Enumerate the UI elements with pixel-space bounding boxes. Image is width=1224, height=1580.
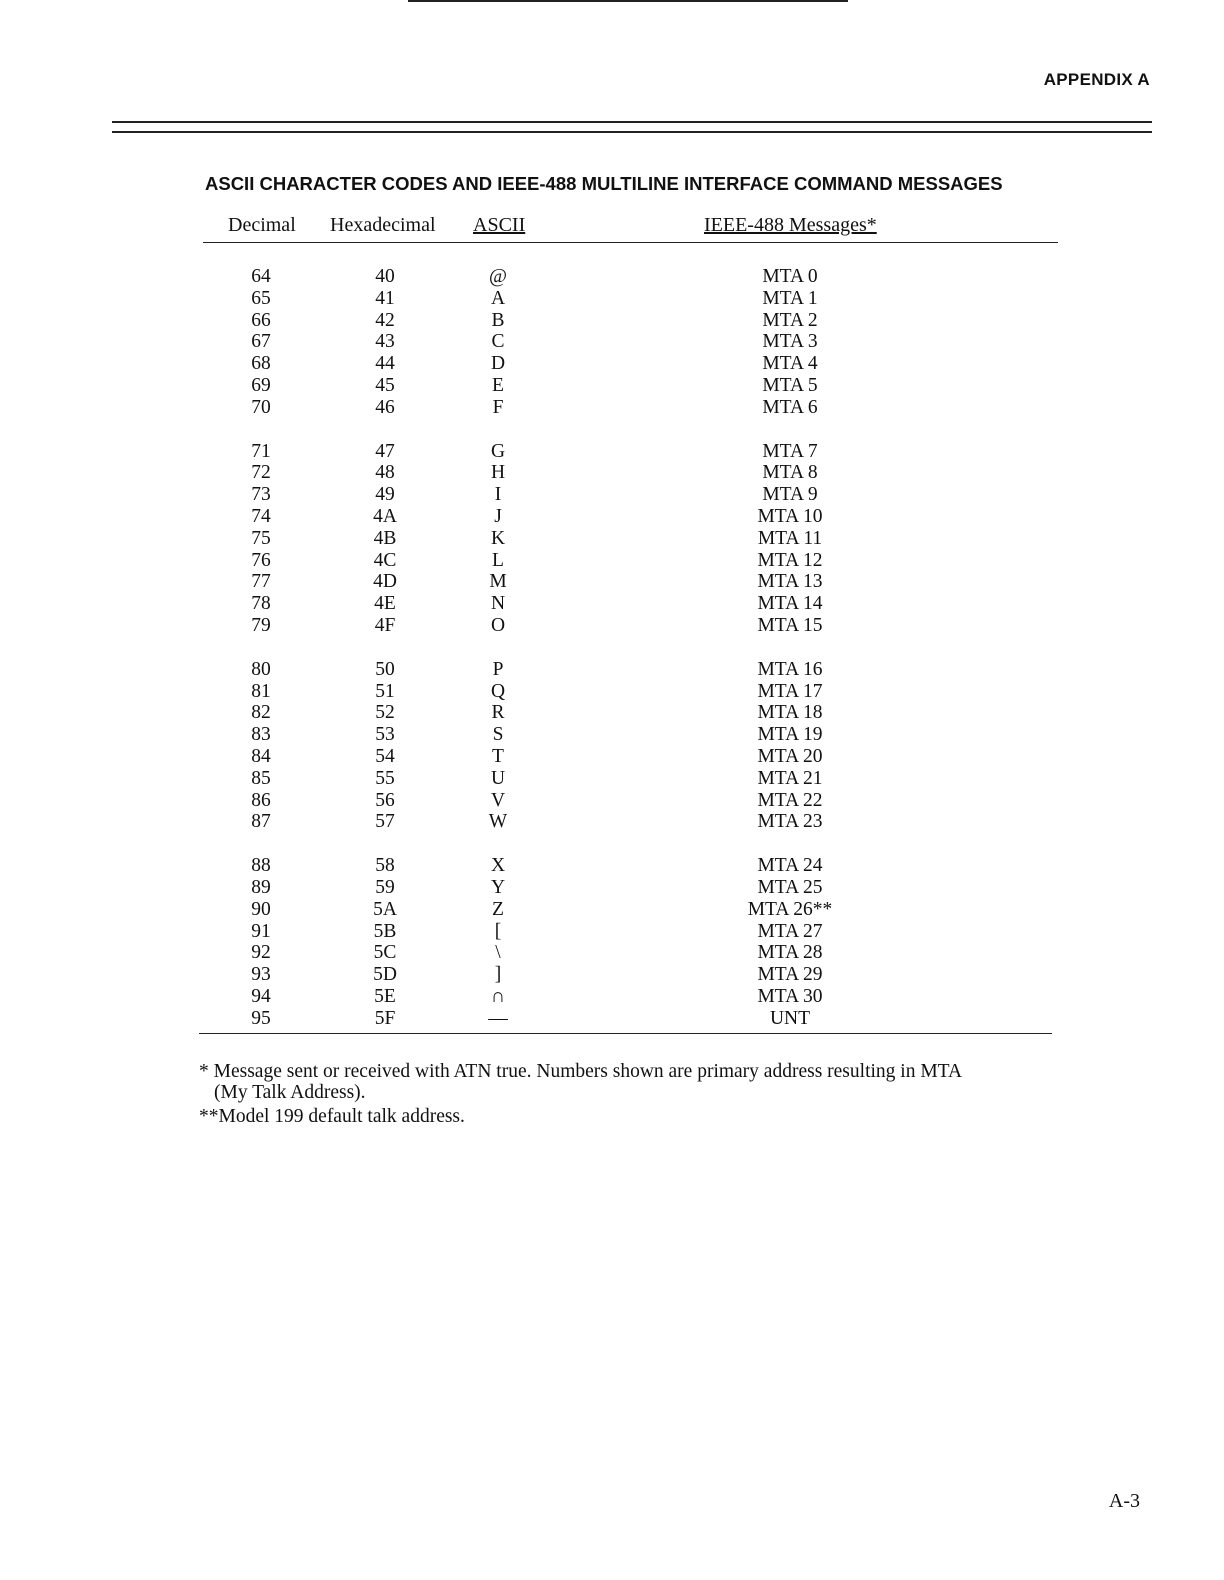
table-bottom-rule <box>199 1033 1052 1034</box>
hex-cell: 52 <box>375 702 395 724</box>
table-row <box>0 331 1224 353</box>
hex-cell: 45 <box>375 374 395 396</box>
decimal-cell: 92 <box>251 942 271 964</box>
table-row <box>0 375 1224 397</box>
decimal-cell: 69 <box>251 374 271 396</box>
ascii-cell: P <box>492 658 504 680</box>
ieee-message-cell: MTA 6 <box>762 396 818 418</box>
decimal-cell: 67 <box>251 331 271 353</box>
hex-cell: 57 <box>375 811 395 833</box>
column-header-decimal: Decimal <box>228 214 296 236</box>
table-row <box>0 921 1224 943</box>
hex-cell: 41 <box>375 287 395 309</box>
ascii-cell: X <box>490 855 506 877</box>
table-row <box>0 724 1224 746</box>
decimal-cell: 71 <box>251 440 271 462</box>
table-row <box>0 659 1224 681</box>
hex-cell: 5D <box>373 964 397 986</box>
hex-cell: 5B <box>373 920 397 942</box>
ascii-cell: ] <box>494 964 502 986</box>
top-border-line <box>408 0 848 2</box>
ascii-cell: @ <box>489 266 507 287</box>
decimal-cell: 95 <box>251 1007 271 1029</box>
ieee-message-cell: MTA 13 <box>757 571 823 593</box>
hex-cell: 49 <box>375 484 395 506</box>
ieee-message-cell: MTA 18 <box>757 702 823 724</box>
column-header-ascii: ASCII <box>473 214 526 236</box>
ascii-cell: H <box>490 462 506 484</box>
ascii-cell: K <box>490 527 506 549</box>
hex-cell: 42 <box>375 309 395 331</box>
table-row <box>0 528 1224 550</box>
ieee-message-cell: MTA 24 <box>757 855 823 877</box>
ieee-message-cell: MTA 10 <box>757 505 823 527</box>
decimal-cell: 65 <box>251 287 271 309</box>
ascii-cell: T <box>492 745 504 767</box>
ieee-message-cell: MTA 20 <box>757 745 823 767</box>
ascii-cell: Z <box>492 898 504 920</box>
decimal-cell: 93 <box>251 964 271 986</box>
table-row <box>0 506 1224 528</box>
ieee-message-cell: MTA 29 <box>757 964 823 986</box>
table-row <box>0 877 1224 899</box>
ascii-cell: I <box>494 484 502 506</box>
decimal-cell: 89 <box>251 876 271 898</box>
hex-cell: 43 <box>375 331 395 353</box>
table-row <box>0 768 1224 790</box>
ieee-message-cell: MTA 28 <box>757 942 823 964</box>
hex-cell: 47 <box>375 440 395 462</box>
ascii-code-table <box>0 266 1224 1052</box>
hex-cell: 5C <box>373 942 397 964</box>
decimal-cell: 90 <box>251 898 271 920</box>
decimal-cell: 88 <box>251 855 271 877</box>
ascii-cell: S <box>492 724 504 746</box>
ieee-message-cell: MTA 17 <box>757 680 823 702</box>
ascii-cell: B <box>491 309 505 331</box>
table-row <box>0 790 1224 812</box>
hex-cell: 5E <box>374 985 396 1007</box>
ascii-cell: O <box>490 614 506 636</box>
decimal-cell: 66 <box>251 309 271 331</box>
table-row <box>0 593 1224 615</box>
footnote-atn: * Message sent or received with ATN true. Numbers shown are primary address resulting in MTA <box>199 1061 963 1082</box>
table-row <box>0 288 1224 310</box>
ascii-cell: C <box>491 331 505 353</box>
ascii-cell: — <box>488 1007 508 1029</box>
ascii-cell: \ <box>495 942 501 964</box>
table-row <box>0 397 1224 419</box>
decimal-cell: 81 <box>251 680 271 702</box>
table-row <box>0 855 1224 877</box>
table-row <box>0 899 1224 921</box>
table-row <box>0 353 1224 375</box>
hex-cell: 5A <box>373 898 397 920</box>
appendix-label: APPENDIX A <box>1043 70 1150 89</box>
column-header-hexadecimal: Hexadecimal <box>330 214 436 236</box>
table-row <box>0 964 1224 986</box>
decimal-cell: 94 <box>251 985 271 1007</box>
ieee-message-cell: MTA 0 <box>762 266 818 287</box>
table-row <box>0 615 1224 637</box>
table-row-group <box>0 441 1224 637</box>
ieee-message-cell: MTA 25 <box>757 876 823 898</box>
decimal-cell: 85 <box>251 767 271 789</box>
decimal-cell: 78 <box>251 593 271 615</box>
ascii-cell: ∩ <box>490 985 506 1007</box>
ieee-message-cell: MTA 3 <box>762 331 818 353</box>
table-row <box>0 550 1224 572</box>
decimal-cell: 64 <box>251 266 271 287</box>
table-row <box>0 942 1224 964</box>
decimal-cell: 86 <box>251 789 271 811</box>
ascii-cell: F <box>492 396 504 418</box>
table-row <box>0 484 1224 506</box>
table-row <box>0 811 1224 833</box>
table-row-group <box>0 659 1224 833</box>
decimal-cell: 68 <box>251 353 271 375</box>
column-header-ieee-messages: IEEE-488 Messages* <box>704 214 877 236</box>
ascii-cell: R <box>491 702 505 724</box>
ascii-cell: L <box>492 549 504 571</box>
decimal-cell: 79 <box>251 614 271 636</box>
hex-cell: 55 <box>375 767 395 789</box>
hex-cell: 5F <box>374 1007 396 1029</box>
page-title: ASCII CHARACTER CODES AND IEEE-488 MULTILINE INTERFACE COMMAND MESSAGES <box>205 173 1003 194</box>
hex-cell: 48 <box>375 462 395 484</box>
ascii-cell: A <box>490 287 506 309</box>
decimal-cell: 74 <box>251 505 271 527</box>
hex-cell: 58 <box>375 855 395 877</box>
ascii-cell: D <box>490 353 506 375</box>
table-row <box>0 681 1224 703</box>
decimal-cell: 84 <box>251 745 271 767</box>
page-number: A-3 <box>1108 1490 1140 1512</box>
ascii-cell: E <box>492 374 504 396</box>
ieee-message-cell: MTA 30 <box>757 985 823 1007</box>
table-row <box>0 266 1224 288</box>
ascii-cell: [ <box>494 920 502 942</box>
hex-cell: 4B <box>373 527 397 549</box>
decimal-cell: 77 <box>251 571 271 593</box>
table-row-group <box>0 266 1224 419</box>
decimal-cell: 72 <box>251 462 271 484</box>
table-row <box>0 462 1224 484</box>
ieee-message-cell: MTA 11 <box>757 527 823 549</box>
table-row <box>0 746 1224 768</box>
ascii-cell: Y <box>490 876 506 898</box>
table-row <box>0 986 1224 1008</box>
ieee-message-cell: MTA 27 <box>757 920 823 942</box>
ieee-message-cell: MTA 19 <box>757 724 823 746</box>
ieee-message-cell: MTA 4 <box>762 353 818 375</box>
table-row <box>0 1008 1224 1030</box>
decimal-cell: 73 <box>251 484 271 506</box>
hex-cell: 44 <box>375 353 395 375</box>
ieee-message-cell: MTA 14 <box>757 593 823 615</box>
table-row <box>0 441 1224 463</box>
ascii-cell: U <box>490 767 506 789</box>
ieee-message-cell: UNT <box>769 1007 811 1029</box>
hex-cell: 4E <box>374 593 396 615</box>
ieee-message-cell: MTA 12 <box>757 549 823 571</box>
decimal-cell: 75 <box>251 527 271 549</box>
decimal-cell: 91 <box>251 920 271 942</box>
ieee-message-cell: MTA 2 <box>762 309 818 331</box>
table-header-rule <box>203 242 1058 243</box>
ieee-message-cell: MTA 8 <box>762 462 818 484</box>
table-row <box>0 702 1224 724</box>
decimal-cell: 76 <box>251 549 271 571</box>
ieee-message-cell: MTA 26** <box>747 898 833 920</box>
hex-cell: 56 <box>375 789 395 811</box>
decimal-cell: 70 <box>251 396 271 418</box>
decimal-cell: 83 <box>251 724 271 746</box>
ieee-message-cell: MTA 22 <box>757 789 823 811</box>
ascii-cell: J <box>494 505 502 527</box>
table-row-group <box>0 855 1224 1029</box>
hex-cell: 53 <box>375 724 395 746</box>
ieee-message-cell: MTA 16 <box>757 658 823 680</box>
ieee-message-cell: MTA 9 <box>762 484 818 506</box>
hex-cell: 4C <box>373 549 397 571</box>
hex-cell: 50 <box>375 658 395 680</box>
hex-cell: 4D <box>373 571 397 593</box>
hex-cell: 54 <box>375 745 395 767</box>
hex-cell: 40 <box>375 266 395 287</box>
table-row <box>0 310 1224 332</box>
footnote-default-address: **Model 199 default talk address. <box>199 1106 465 1127</box>
decimal-cell: 82 <box>251 702 271 724</box>
ieee-message-cell: MTA 23 <box>757 811 823 833</box>
ascii-cell: V <box>490 789 506 811</box>
hex-cell: 51 <box>375 680 395 702</box>
ascii-cell: G <box>490 440 506 462</box>
ieee-message-cell: MTA 1 <box>762 287 818 309</box>
ieee-message-cell: MTA 5 <box>762 374 818 396</box>
hex-cell: 59 <box>375 876 395 898</box>
header-rule-upper <box>112 121 1152 123</box>
hex-cell: 46 <box>375 396 395 418</box>
table-row <box>0 571 1224 593</box>
ascii-cell: Q <box>490 680 506 702</box>
ascii-cell: N <box>490 593 506 615</box>
hex-cell: 4A <box>373 505 397 527</box>
hex-cell: 4F <box>374 614 396 636</box>
header-rule-lower <box>112 131 1152 133</box>
footnote-atn-continued: (My Talk Address). <box>214 1082 366 1103</box>
ieee-message-cell: MTA 7 <box>762 440 818 462</box>
decimal-cell: 87 <box>251 811 271 833</box>
decimal-cell: 80 <box>251 658 271 680</box>
ascii-cell: M <box>489 571 507 593</box>
ieee-message-cell: MTA 15 <box>757 614 823 636</box>
ascii-cell: W <box>488 811 508 833</box>
ieee-message-cell: MTA 21 <box>757 767 823 789</box>
